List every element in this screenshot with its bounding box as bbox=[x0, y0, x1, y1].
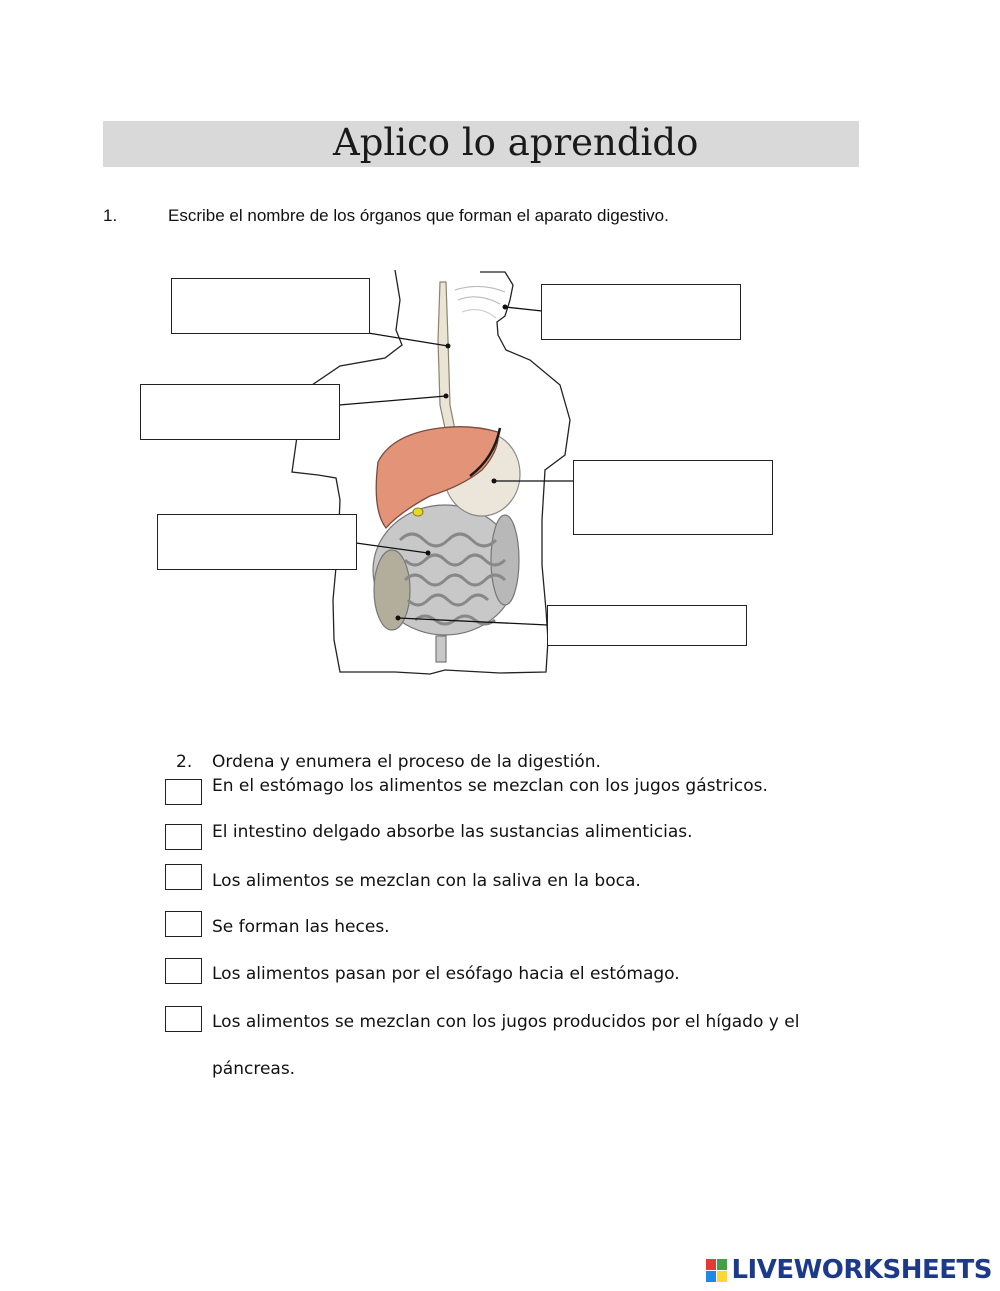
tongue-curve bbox=[462, 310, 496, 318]
liveworksheets-logo bbox=[706, 1254, 992, 1286]
order-box-2[interactable] bbox=[165, 824, 202, 850]
step-text-continuation: páncreas. bbox=[212, 1059, 296, 1079]
step-text: En el estómago los alimentos se mezclan con los jugos gástricos. bbox=[212, 776, 768, 796]
order-box-5[interactable] bbox=[165, 958, 202, 984]
liveworksheets-logo-icon bbox=[706, 1259, 727, 1282]
answer-box-pharynx[interactable] bbox=[171, 278, 370, 334]
step-text: Los alimentos se mezclan con los jugos producidos por el hígado y el bbox=[212, 1012, 800, 1032]
step-text: Se forman las heces. bbox=[212, 917, 390, 937]
page-title: Aplico lo aprendido bbox=[333, 121, 699, 164]
answer-box-esophagus[interactable] bbox=[140, 384, 340, 440]
intestines bbox=[373, 505, 519, 662]
answer-box-large-intestine[interactable] bbox=[547, 605, 747, 646]
esophagus bbox=[438, 282, 457, 442]
step-text: Los alimentos se mezclan con la saliva en la boca. bbox=[212, 871, 641, 891]
step-text: Los alimentos pasan por el esófago hacia el estómago. bbox=[212, 964, 680, 984]
order-box-3[interactable] bbox=[165, 864, 202, 890]
order-box-1[interactable] bbox=[165, 779, 202, 805]
mouth-curve bbox=[458, 297, 500, 304]
order-box-4[interactable] bbox=[165, 911, 202, 937]
step-text: El intestino delgado absorbe las sustancias alimenticias. bbox=[212, 822, 693, 842]
question-1-number: 1. bbox=[103, 206, 118, 225]
answer-box-stomach[interactable] bbox=[573, 460, 773, 535]
brand-name: LIVEWORKSHEETS bbox=[731, 1255, 992, 1285]
nasal-cavity bbox=[455, 286, 505, 292]
question-1-text: Escribe el nombre de los órganos que forman el aparato digestivo. bbox=[168, 206, 669, 225]
answer-box-small-intestine[interactable] bbox=[157, 514, 357, 570]
answer-box-mouth[interactable] bbox=[541, 284, 741, 340]
question-2-heading bbox=[176, 752, 601, 772]
order-box-6[interactable] bbox=[165, 1006, 202, 1032]
question-2-text: Ordena y enumera el proceso de la digestión. bbox=[212, 752, 601, 772]
gallbladder bbox=[413, 508, 423, 516]
question-2-number: 2. bbox=[176, 752, 193, 772]
